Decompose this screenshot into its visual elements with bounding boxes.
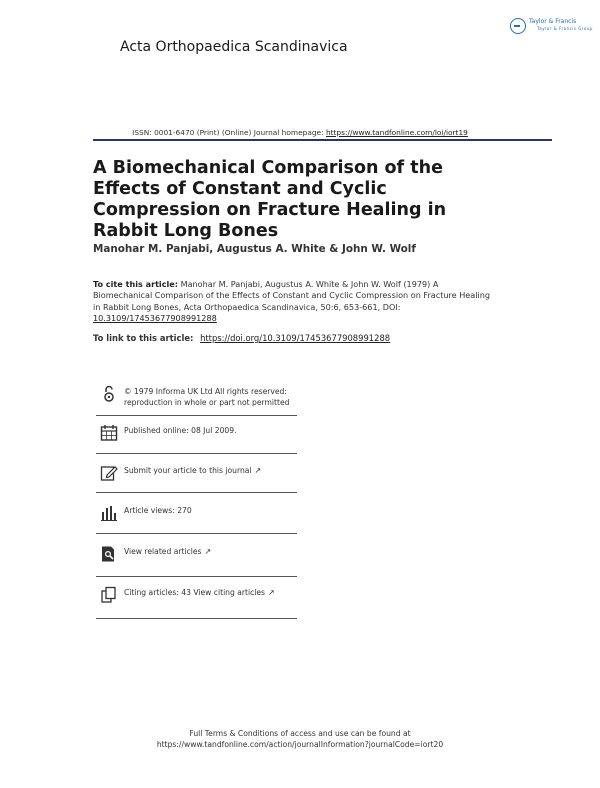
search-document-icon xyxy=(100,545,118,563)
citing-text: Citing articles: 43 View citing articles xyxy=(124,588,265,597)
row-divider xyxy=(96,415,297,416)
citation-block xyxy=(93,279,493,324)
publisher-logo[interactable] xyxy=(510,18,593,40)
row-divider xyxy=(96,453,297,454)
related-link[interactable] xyxy=(124,547,299,558)
submit-link[interactable] xyxy=(124,466,299,477)
external-link-icon: ↗ xyxy=(268,588,275,597)
views-text: Article views: 270 xyxy=(124,506,192,515)
row-divider xyxy=(96,618,297,619)
header-rule xyxy=(93,139,552,141)
citing-articles-icon xyxy=(100,586,118,604)
submit-text: Submit your article to this journal xyxy=(124,466,252,475)
published-text: Published online: 08 Jul 2009. xyxy=(124,426,237,435)
footer xyxy=(0,728,600,750)
row-divider xyxy=(96,492,297,493)
citing-link[interactable] xyxy=(124,588,299,599)
article-title: A Biomechanical Comparison of the Effects of Constant and Cyclic Compression on Fracture Healing in Rabbit Long Bones xyxy=(93,158,447,241)
external-link-icon: ↗ xyxy=(204,547,212,556)
row-divider xyxy=(96,576,297,577)
row-divider xyxy=(96,533,297,534)
issn-text: ISSN: 0001-6470 (Print) (Online) Journal homepage: xyxy=(132,128,324,137)
article-link-line xyxy=(93,333,390,343)
cite-label: To cite this article: xyxy=(93,279,179,289)
link-label: To link to this article: xyxy=(93,333,194,343)
cite-text: Manohar M. Panjabi, Augustus A. White & John W. Wolf (1979) A Biomechanical Comparison of the Effects of Constant and Cyclic Compression on Fracture Healing in Rabbit Long Bones, Acta Orthopaedica Scandinavica, 50:6, 653-661, DOI: xyxy=(93,279,491,312)
bar-chart-icon xyxy=(100,504,118,522)
publisher-logo-icon xyxy=(510,18,526,34)
authors: Manohar M. Panjabi, Augustus A. White & John W. Wolf xyxy=(93,243,416,255)
footer-line1: Full Terms & Conditions of access and use can be found at xyxy=(189,729,411,738)
cite-doi-link[interactable]: 10.3109/17453677908991288 xyxy=(93,312,217,323)
publisher-name: Taylor & Francis xyxy=(529,18,577,25)
journal-homepage-link[interactable]: https://www.tandfonline.com/loi/iort19 xyxy=(325,128,468,137)
footer-terms-link[interactable]: https://www.tandfonline.com/action/journalInformation?journalCode=iort20 xyxy=(156,740,444,749)
calendar-icon xyxy=(100,424,118,442)
publisher-subname: Taylor & Francis Group xyxy=(537,26,593,31)
external-link-icon: ↗ xyxy=(254,466,262,475)
related-text: View related articles xyxy=(124,547,202,556)
issn-line xyxy=(0,128,600,137)
edit-icon xyxy=(100,464,118,482)
journal-name: Acta Orthopaedica Scandinavica xyxy=(120,39,348,55)
copyright-text: © 1979 Informa UK Ltd All rights reserved: reproduction in whole or part not permitted xyxy=(124,387,290,407)
open-access-icon xyxy=(100,385,118,403)
article-doi-link[interactable]: https://doi.org/10.3109/17453677908991288 xyxy=(200,333,391,343)
